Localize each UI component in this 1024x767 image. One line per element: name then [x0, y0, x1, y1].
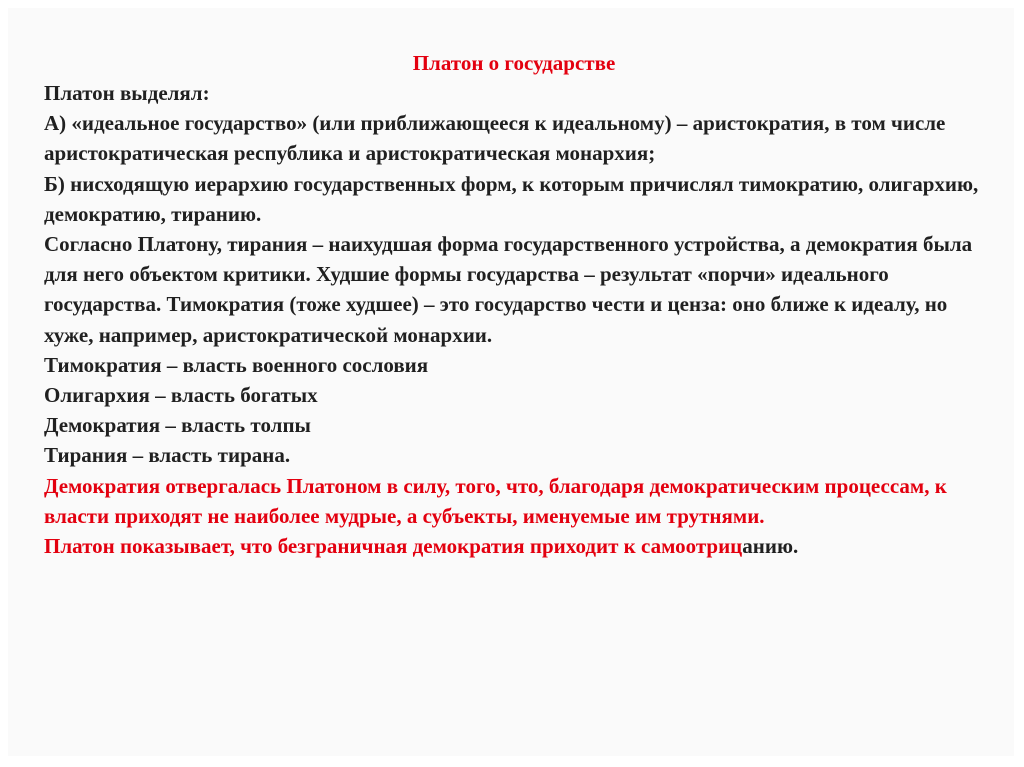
- definition-tyranny: Тирания – власть тирана.: [44, 443, 291, 468]
- definition-timocracy: Тимократия – власть военного сословия: [44, 352, 429, 377]
- conclusion-black-part: анию.: [742, 534, 799, 559]
- slide-content: [8, 8, 1014, 756]
- definition-democracy: Демократия – власть толпы: [44, 413, 311, 438]
- conclusion-red-part: Платон показывает, что безграничная демократия приходит к самоотриц: [44, 534, 743, 559]
- paragraph-intro: Платон выделял:: [44, 81, 210, 105]
- text-block: [44, 48, 984, 561]
- paragraph-conclusion: [44, 531, 984, 561]
- slide-title: Платон о государстве: [412, 51, 616, 75]
- paragraph-b: Б) нисходящую иерархию государственных форм, к которым причислял тимократию, олигархию, демократию, тиранию.: [44, 171, 979, 226]
- paragraph-democracy-rejected: Демократия отвергалась Платоном в силу, того, что, благодаря демократическим процессам, к власти приходят не наиболее мудрые, а субъекты, именуемые им трутнями.: [44, 473, 947, 528]
- definition-oligarchy: Олигархия – власть богатых: [44, 383, 318, 408]
- paragraph-tyranny: Согласно Платону, тирания – наихудшая форма государственного устройства, а демократия была для него объектом критики. Худшие формы государства – результат «порчи» идеального государства. Тимократия (тоже худшее) – это государство чести и ценза: оно ближе к идеалу, но хуже, например, аристократической монархии.: [44, 232, 973, 347]
- paragraph-a: А) «идеальное государство» (или приближающееся к идеальному) – аристократия, в том числе аристократическая республика и аристократическая монархия;: [44, 111, 946, 166]
